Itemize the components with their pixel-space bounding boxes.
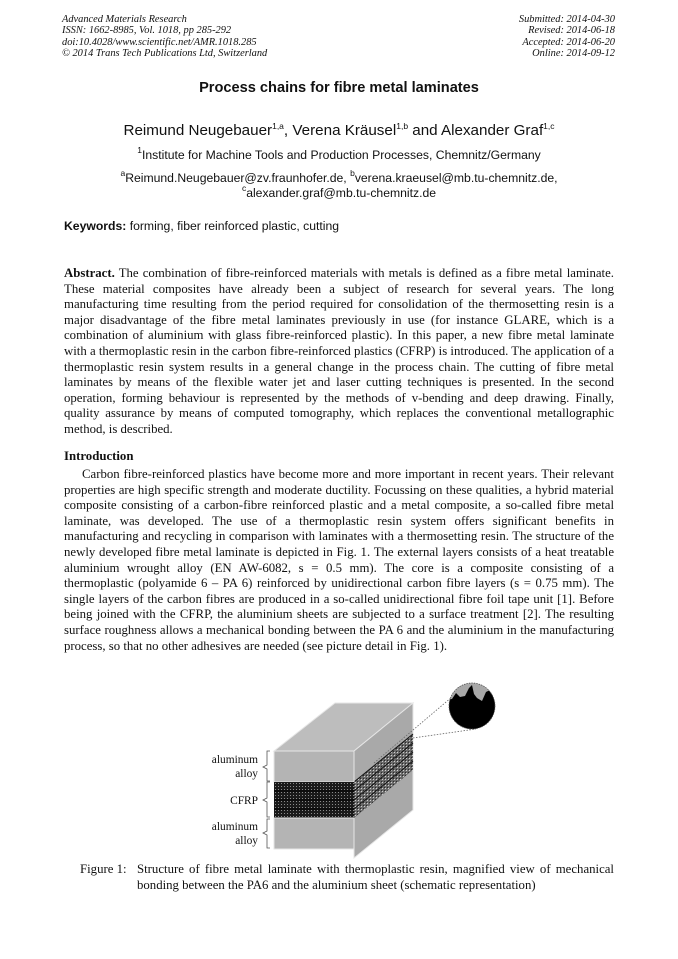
bracket-bottom (263, 819, 270, 848)
online-date: Online: 2014-09-12 (532, 48, 615, 60)
journal-name: Advanced Materials Research (62, 14, 187, 25)
bracket-top (263, 751, 270, 781)
aluminum-top-layer (274, 751, 354, 782)
section-heading-introduction: Introduction (64, 449, 134, 463)
label-cfrp: CFRP (230, 795, 258, 807)
label-line: alloy (235, 835, 258, 847)
affiliation-superscript: 1 (137, 145, 142, 155)
keywords (64, 219, 339, 233)
introduction-paragraph: Carbon fibre-reinforced plastics have become more and more important in recent years. Their relevant properties are high specific strength and moderate ductility. Focussing on these qualities, a hybrid material composite consisting of a carbon-fibre reinforced plastic and a metal composite, a so-called fibre metal laminate, was developed. The use of a thermoplastic resin system offers significant benefits in manufacturing and recycling in comparison with laminates with a thermosetting resin. The structure of the newly developed fibre metal laminate is depicted in Fig. 1. The external layers consists of a heat treatable aluminium wrought alloy (EN AW-6082, s = 0.5 mm). The core is a composite consisting of a thermoplastic (polyamide 6 – PA 6) reinforced by unidirectional carbon fibre layers (s = 0.75 mm). The single layers of the carbon fibres are produced in a so-called unidirectional fibre foil tape unit [1]. Before being joined with the CFRP, the aluminium sheets are subjected to a surface treatment [2]. The resulting surface roughness allows a mechanical bonding between the PA 6 and the aluminium in the manufacturing process, so that no other adhesives are needed (see picture detail in Fig. 1). (64, 467, 614, 653)
aluminum-bottom-layer (274, 818, 354, 849)
author-separator: , (283, 122, 293, 139)
doi-line: doi:10.4028/www.scientific.net/AMR.1018.285 (62, 36, 257, 48)
author-superscript: 1,a (272, 121, 284, 131)
author-name: Reimund Neugebauer (123, 122, 273, 139)
paper-title: Process chains for fibre metal laminates (199, 80, 479, 96)
figure-1 (190, 680, 530, 860)
abstract (64, 266, 614, 438)
figure-caption (80, 862, 614, 893)
caption-prefix: Figure 1: (80, 862, 127, 876)
label-line: aluminum (211, 821, 258, 833)
revised-date: Revised: 2014-06-18 (528, 25, 615, 37)
label-line: aluminum (211, 754, 258, 766)
journal-info (62, 14, 267, 60)
email-superscript: b (350, 168, 355, 178)
email-link[interactable]: verena.kraeusel@mb.tu-chemnitz.de, (354, 171, 558, 185)
affiliation (0, 145, 678, 162)
email-superscript: c (241, 182, 247, 193)
author-list (0, 122, 678, 139)
laminate-diagram (190, 680, 530, 860)
issn-line: ISSN: 1662-8985, Vol. 1018, pp 285-292 (62, 25, 232, 37)
author-emails (0, 168, 678, 200)
magnified-bonding-view (445, 680, 505, 740)
author-superscript: 1,c (543, 121, 555, 131)
author-superscript: 1,b (396, 121, 409, 131)
caption-text: Structure of fibre metal laminate with thermoplastic resin, magnified view of mechanical bonding between the PA6 and the aluminium sheet (schematic representation) (137, 862, 614, 892)
bracket-cfrp (263, 782, 270, 817)
email-link[interactable]: alexander.graf@mb.tu-chemnitz.de (246, 185, 437, 200)
keywords-label: Keywords: (64, 219, 127, 233)
accepted-date: Accepted: 2014-06-20 (522, 36, 615, 48)
email-superscript: a (120, 168, 126, 178)
abstract-text: The combination of fibre-reinforced materials with metals is defined as a fibre metal laminate. These material composites have already been a subject of research for several years. The long manufacturing time resulting from the period required for consolidation of the thermosetting resin is a major disadvantage of the fibre metal laminates previously in use (for instance GLARE, which is a combination of aluminium with glass fibre-reinforced plastic). In this paper, a new fibre metal laminate with a thermoplastic resin in the carbon fibre-reinforced plastics (CFRP) is introduced. The application of a thermoplastic resin system results in a general change in the process chain. The cutting of fibre metal laminates by means of the flexible water jet and laser cutting techniques is presented. In the second operation, forming behaviour is represented by the methods of v-bending and deep drawing. Finally, quality assurance by means of computed tomography, which replaces the conventional metallographic method, is described. (64, 266, 614, 436)
submission-dates (519, 14, 615, 60)
author-separator: and (408, 122, 442, 139)
email-link[interactable]: Reimund.Neugebauer@zv.fraunhofer.de, (125, 171, 351, 185)
abstract-label: Abstract. (64, 266, 115, 280)
keywords-text: forming, fiber reinforced plastic, cutting (126, 219, 340, 233)
submitted-date: Submitted: 2014-04-30 (518, 14, 615, 25)
affiliation-text: Institute for Machine Tools and Production Processes, Chemnitz/Germany (141, 148, 541, 162)
author-name: Verena Kräusel (292, 122, 397, 139)
magnify-guide-line (413, 729, 476, 738)
author-name: Alexander Graf (441, 122, 544, 139)
label-line: alloy (235, 768, 258, 780)
copyright-line: © 2014 Trans Tech Publications Ltd, Switzerland (62, 48, 268, 60)
